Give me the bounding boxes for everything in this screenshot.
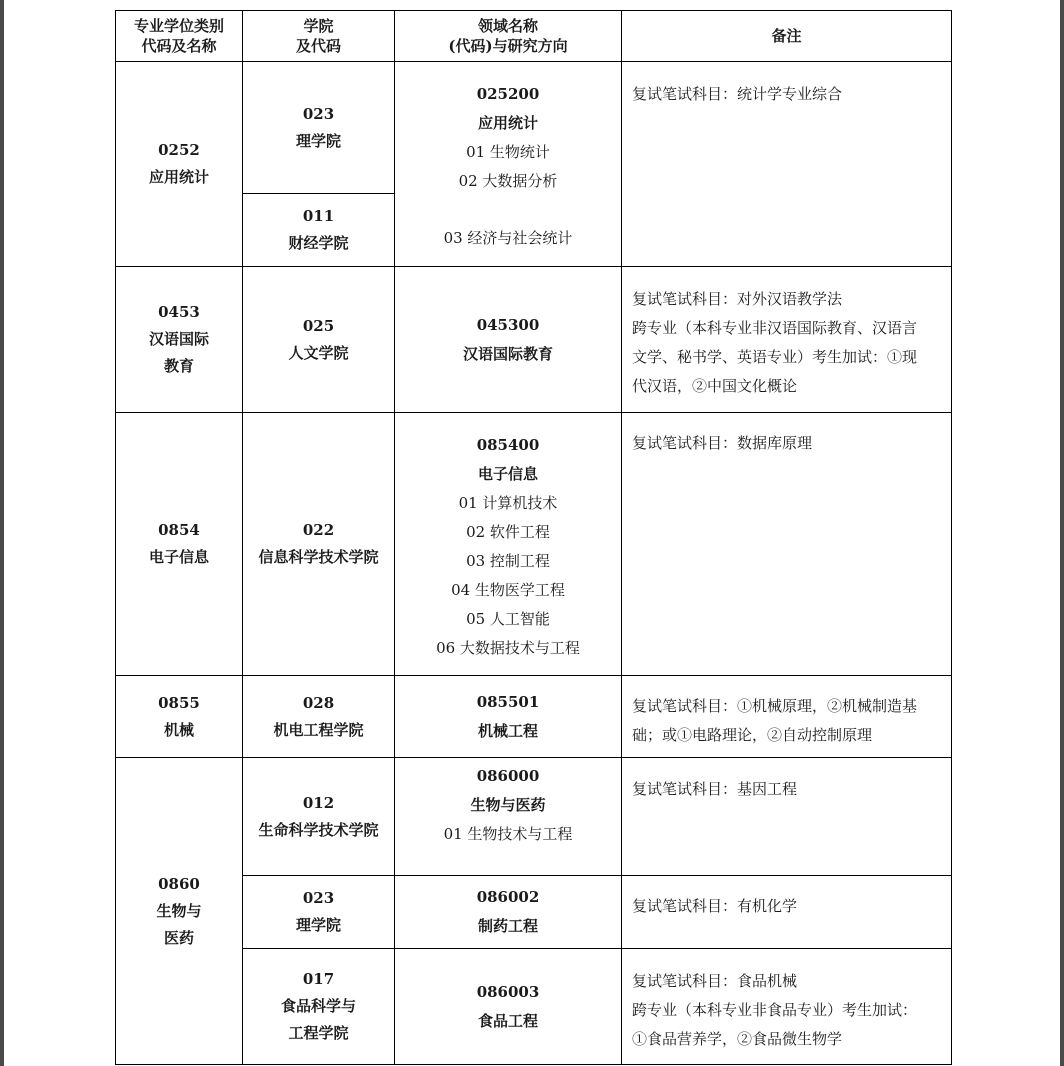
viewer-right-edge bbox=[1060, 0, 1064, 1066]
degree-name: 生物与 bbox=[156, 901, 202, 920]
note-line: 础；或①电路理论，②自动控制原理 bbox=[632, 726, 873, 744]
header-degree bbox=[116, 11, 243, 62]
college-cell bbox=[243, 62, 395, 194]
college-name: 理学院 bbox=[295, 916, 341, 934]
college-code: 025 bbox=[302, 316, 335, 335]
college-code: 023 bbox=[302, 889, 335, 907]
field-cell bbox=[395, 758, 622, 876]
field-name: 电子信息 bbox=[477, 465, 538, 483]
college-code: 017 bbox=[302, 970, 335, 988]
note-cell bbox=[622, 62, 952, 267]
table-row bbox=[116, 758, 952, 876]
field-direction: 06 大数据技术与工程 bbox=[436, 639, 580, 657]
note-line: 复试笔试科目：数据库原理 bbox=[632, 434, 813, 452]
college-name: 生命科学技术学院 bbox=[258, 820, 379, 839]
field-cell bbox=[395, 876, 622, 949]
degree-cell bbox=[116, 758, 243, 1065]
field-cell bbox=[395, 267, 622, 413]
header-degree-line1: 专业学位类别 bbox=[133, 17, 224, 35]
field-direction: 05 人工智能 bbox=[466, 610, 550, 628]
field-direction: 02 软件工程 bbox=[466, 523, 550, 541]
college-code: 012 bbox=[302, 793, 335, 812]
field-direction: 01 生物技术与工程 bbox=[443, 825, 573, 843]
college-code: 011 bbox=[302, 207, 335, 225]
degree-code: 0854 bbox=[158, 521, 200, 539]
college-name: 工程学院 bbox=[288, 1024, 349, 1042]
field-direction: 01 计算机技术 bbox=[458, 494, 558, 512]
field-cell bbox=[395, 676, 622, 758]
header-college bbox=[243, 11, 395, 62]
degree-cell bbox=[116, 676, 243, 758]
field-code: 086000 bbox=[476, 767, 540, 785]
field-cell bbox=[395, 949, 622, 1065]
header-field bbox=[395, 11, 622, 62]
college-name: 财经学院 bbox=[288, 234, 349, 252]
note-cell bbox=[622, 676, 952, 758]
college-cell bbox=[243, 876, 395, 949]
field-direction: 03 经济与社会统计 bbox=[443, 229, 573, 247]
college-cell bbox=[243, 676, 395, 758]
field-name: 生物与医药 bbox=[470, 796, 546, 814]
college-name: 机电工程学院 bbox=[273, 720, 364, 739]
college-code: 022 bbox=[302, 521, 335, 539]
field-name: 机械工程 bbox=[477, 721, 538, 740]
field-name: 制药工程 bbox=[477, 917, 538, 935]
header-degree-line2: 代码及名称 bbox=[141, 37, 217, 55]
degree-name: 教育 bbox=[163, 357, 194, 375]
degree-code: 0453 bbox=[158, 303, 200, 321]
degree-name: 汉语国际 bbox=[148, 330, 209, 348]
note-cell bbox=[622, 758, 952, 876]
college-cell bbox=[243, 413, 395, 676]
college-name: 理学院 bbox=[295, 131, 341, 150]
degree-name: 机械 bbox=[163, 720, 194, 739]
note-line: 复试笔试科目：食品机械 bbox=[632, 972, 798, 990]
degree-cell bbox=[116, 62, 243, 267]
field-direction: 02 大数据分析 bbox=[458, 172, 558, 190]
college-cell bbox=[243, 267, 395, 413]
field-cell bbox=[395, 413, 622, 676]
note-line: 文学、秘书学、英语专业）考生加试：①现 bbox=[632, 348, 918, 366]
college-cell bbox=[243, 194, 395, 267]
field-code: 086002 bbox=[476, 888, 540, 906]
field-code: 085501 bbox=[476, 692, 540, 711]
table-row bbox=[116, 413, 952, 676]
note-cell bbox=[622, 949, 952, 1065]
degree-cell bbox=[116, 267, 243, 413]
header-note: 备注 bbox=[622, 11, 952, 62]
note-line: 复试笔试科目：有机化学 bbox=[632, 897, 798, 915]
viewer-left-edge bbox=[0, 0, 4, 1066]
field-name: 应用统计 bbox=[477, 114, 538, 132]
note-line: 复试笔试科目：统计学专业综合 bbox=[632, 85, 843, 103]
degree-cell bbox=[116, 413, 243, 676]
degree-code: 0855 bbox=[158, 693, 200, 712]
note-cell bbox=[622, 413, 952, 676]
degree-name: 电子信息 bbox=[148, 548, 209, 566]
degree-code: 0860 bbox=[158, 874, 200, 893]
degree-name: 应用统计 bbox=[148, 168, 209, 186]
field-name: 食品工程 bbox=[477, 1011, 538, 1030]
college-cell bbox=[243, 758, 395, 876]
header-college-line1: 学院 bbox=[303, 17, 334, 35]
field-name: 汉语国际教育 bbox=[462, 344, 553, 363]
field-code: 045300 bbox=[476, 315, 540, 334]
note-line: 复试笔试科目：基因工程 bbox=[632, 780, 798, 798]
note-cell bbox=[622, 267, 952, 413]
degree-name: 医药 bbox=[163, 928, 194, 947]
field-direction: 01 生物统计 bbox=[466, 143, 550, 161]
college-cell bbox=[243, 949, 395, 1065]
admissions-table bbox=[115, 10, 952, 1065]
note-line: 复试笔试科目：①机械原理，②机械制造基 bbox=[632, 697, 918, 715]
college-code: 028 bbox=[302, 693, 335, 712]
field-code: 025200 bbox=[476, 85, 540, 103]
degree-code: 0252 bbox=[158, 141, 200, 159]
college-code: 023 bbox=[302, 104, 335, 123]
note-line: 复试笔试科目：对外汉语教学法 bbox=[632, 290, 843, 308]
table-row bbox=[116, 267, 952, 413]
table-row bbox=[116, 676, 952, 758]
header-field-line2: (代码)与研究方向 bbox=[448, 37, 568, 55]
college-name: 人文学院 bbox=[288, 343, 349, 362]
college-name: 食品科学与 bbox=[280, 997, 356, 1015]
field-code: 085400 bbox=[476, 436, 540, 454]
note-line: 代汉语，②中国文化概论 bbox=[632, 377, 798, 395]
header-college-line2: 及代码 bbox=[295, 37, 341, 55]
college-name: 信息科学技术学院 bbox=[258, 548, 379, 566]
note-line: ①食品营养学，②食品微生物学 bbox=[632, 1030, 843, 1048]
table-row bbox=[116, 62, 952, 194]
note-cell bbox=[622, 876, 952, 949]
header-field-line1: 领域名称 bbox=[477, 17, 538, 35]
note-line: 跨专业（本科专业非食品专业）考生加试： bbox=[632, 1001, 918, 1019]
header-row bbox=[116, 11, 952, 62]
field-direction: 03 控制工程 bbox=[466, 552, 550, 570]
field-direction: 04 生物医学工程 bbox=[451, 581, 565, 599]
field-code: 086003 bbox=[476, 982, 540, 1001]
note-line: 跨专业（本科专业非汉语国际教育、汉语言 bbox=[632, 319, 918, 337]
field-cell bbox=[395, 62, 622, 267]
